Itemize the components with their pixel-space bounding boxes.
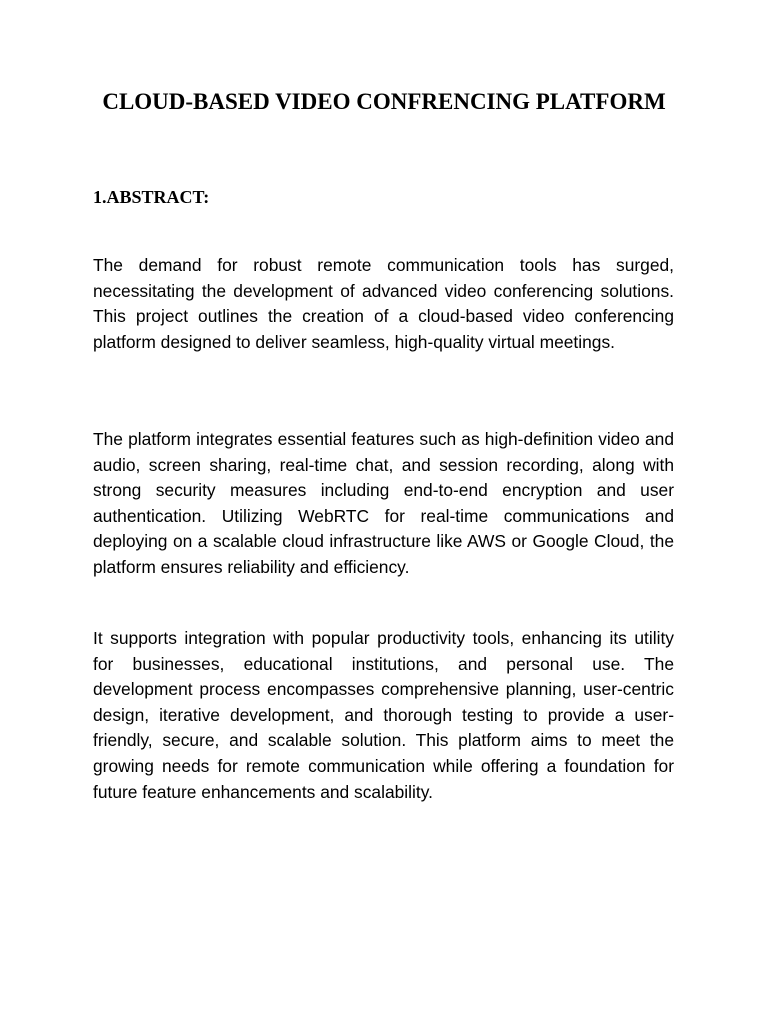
page-title: CLOUD-BASED VIDEO CONFRENCING PLATFORM (102, 89, 666, 114)
abstract-paragraph-2: The platform integrates essential features such as high-definition video and audio, screen sharing, real-time chat, and session recording, along with strong security measures including end-to-end encryption and user authentication. Utilizing WebRTC for real-time communications and deploying on a scalable cloud infrastructure like AWS or Google Cloud, the platform ensures reliability and efficiency. (93, 429, 674, 577)
section-heading-abstract: 1.ABSTRACT: (93, 187, 210, 207)
abstract-paragraph-3: It supports integration with popular productivity tools, enhancing its utility for businesses, educational institutions, and personal use. The development process encompasses comprehensive planning, user-centric design, iterative development, and thorough testing to provide a user-friendly, secure, and scalable solution. This platform aims to meet the growing needs for remote communication while offering a foundation for future feature enhancements and scalability. (93, 628, 674, 802)
abstract-paragraph-1: The demand for robust remote communication tools has surged, necessitating the development of advanced video conferencing solutions. This project outlines the creation of a cloud-based video conferencing platform designed to deliver seamless, high-quality virtual meetings. (93, 255, 674, 352)
